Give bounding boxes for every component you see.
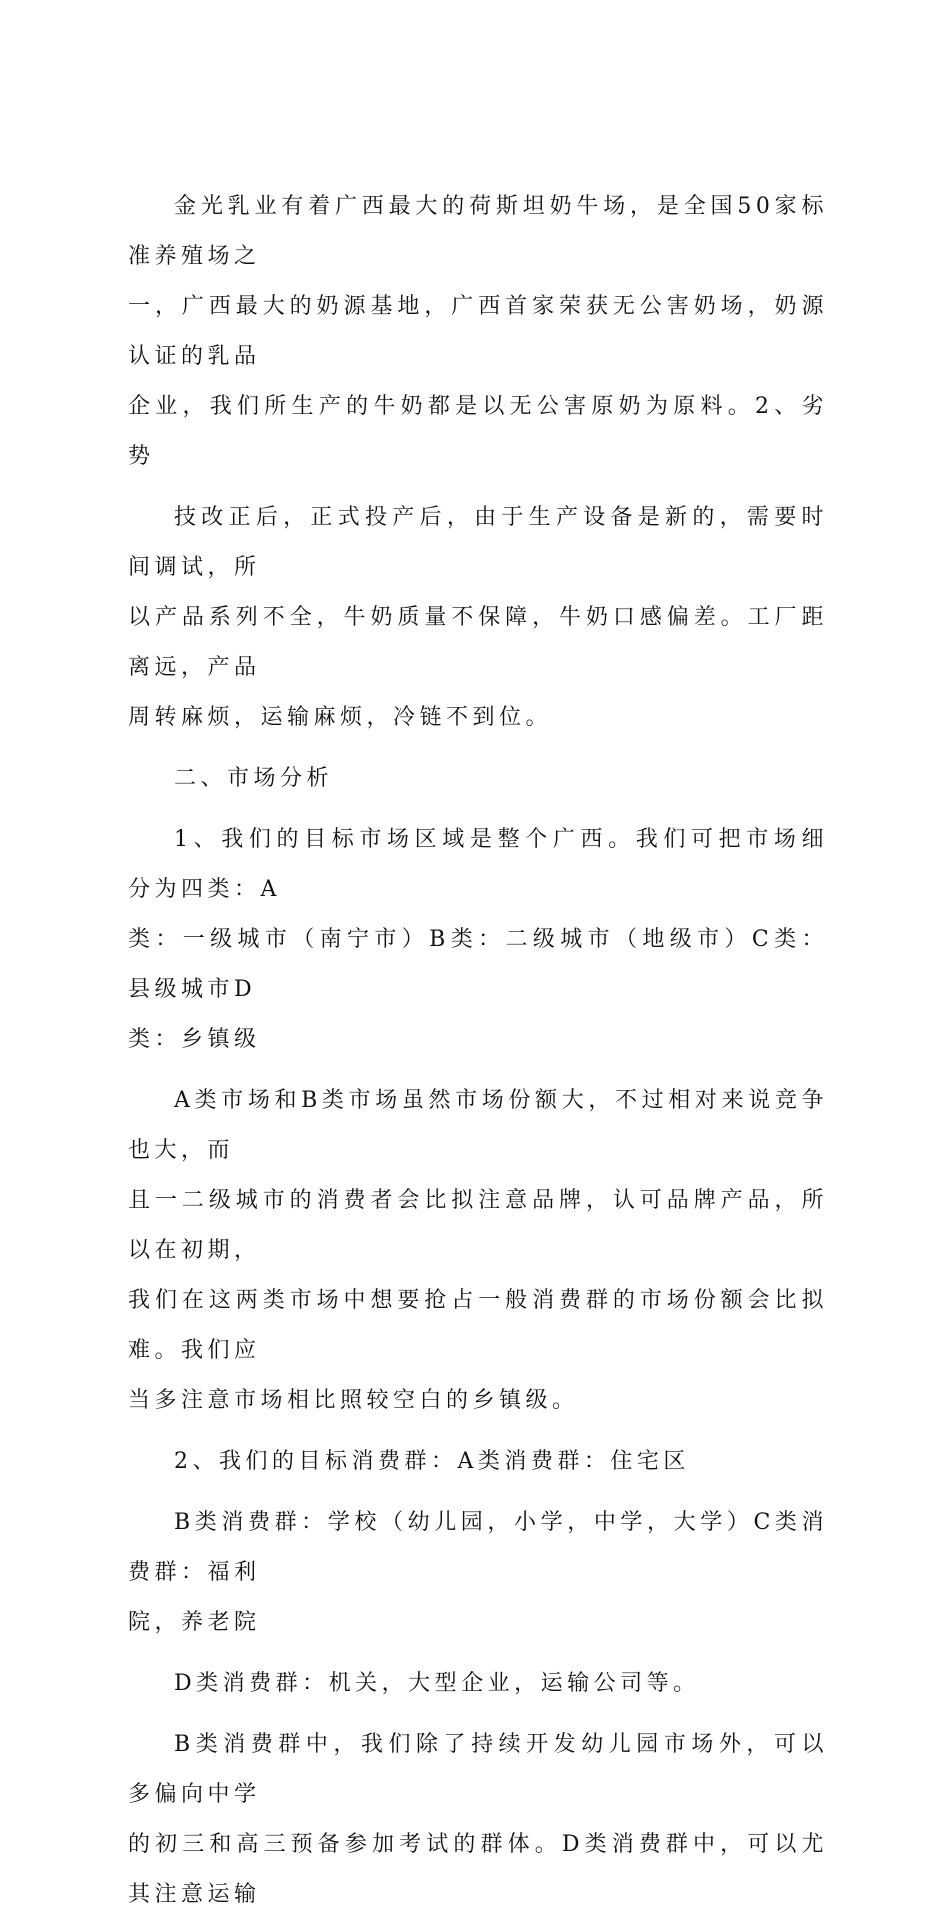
text-line: 金光乳业有着广西最大的荷斯坦奶牛场，是全国50家标准养殖场之 — [128, 194, 828, 269]
text-line: 一，广西最大的奶源基地，广西首家荣获无公害奶场，奶源认证的乳品 — [128, 294, 828, 369]
paragraph-advantage — [128, 182, 828, 482]
paragraph-disadvantage — [128, 493, 828, 743]
paragraph-consumer-strategy — [128, 1720, 828, 1920]
text-line: 企业，我们所生产的牛奶都是以无公害原奶为原料。2、劣势 — [128, 394, 828, 469]
paragraph-consumer-group-b — [128, 1498, 828, 1648]
text-line: 类：乡镇级 — [128, 1027, 261, 1052]
text-line: 以产品系列不全，牛奶质量不保障，牛奶口感偏差。工厂距离远，产品 — [128, 605, 828, 680]
text-line: 2、我们的目标消费群：A类消费群：住宅区 — [174, 1449, 690, 1474]
paragraph-consumer-group-d — [128, 1659, 828, 1709]
text-line: B类消费群：学校（幼儿园，小学，中学，大学）C类消费群：福利 — [128, 1510, 828, 1585]
paragraph-market-competition — [128, 1076, 828, 1426]
text-line: 二、市场分析 — [174, 766, 334, 791]
text-line: A类市场和B类市场虽然市场份额大，不过相对来说竞争也大，而 — [128, 1088, 828, 1163]
text-line: 我们在这两类市场中想要抢占一般消费群的市场份额会比拟难。我们应 — [128, 1288, 828, 1363]
text-line: 类：一级城市（南宁市）B类：二级城市（地级市）C类：县级城市D — [128, 927, 828, 1002]
paragraph-target-consumers — [128, 1437, 828, 1487]
text-line: 且一二级城市的消费者会比拟注意品牌，认可品牌产品，所以在初期， — [128, 1188, 828, 1263]
text-line: B类消费群中，我们除了持续开发幼儿园市场外，可以多偏向中学 — [128, 1732, 828, 1807]
text-line: 1、我们的目标市场区域是整个广西。我们可把市场细分为四类：A — [128, 827, 828, 902]
document-body — [128, 182, 828, 1931]
text-line: D类消费群：机关，大型企业，运输公司等。 — [174, 1671, 700, 1696]
text-line: 周转麻烦，运输麻烦，冷链不到位。 — [128, 705, 553, 730]
text-line: 当多注意市场相比照较空白的乡镇级。 — [128, 1388, 579, 1413]
section-heading-market-analysis — [128, 754, 828, 804]
text-line: 技改正后，正式投产后，由于生产设备是新的，需要时间调试，所 — [128, 505, 828, 580]
text-line: 的初三和高三预备参加考试的群体。D类消费群中，可以尤其注意运输 — [128, 1832, 828, 1907]
text-line: 院，养老院 — [128, 1610, 261, 1635]
paragraph-target-market — [128, 815, 828, 1065]
